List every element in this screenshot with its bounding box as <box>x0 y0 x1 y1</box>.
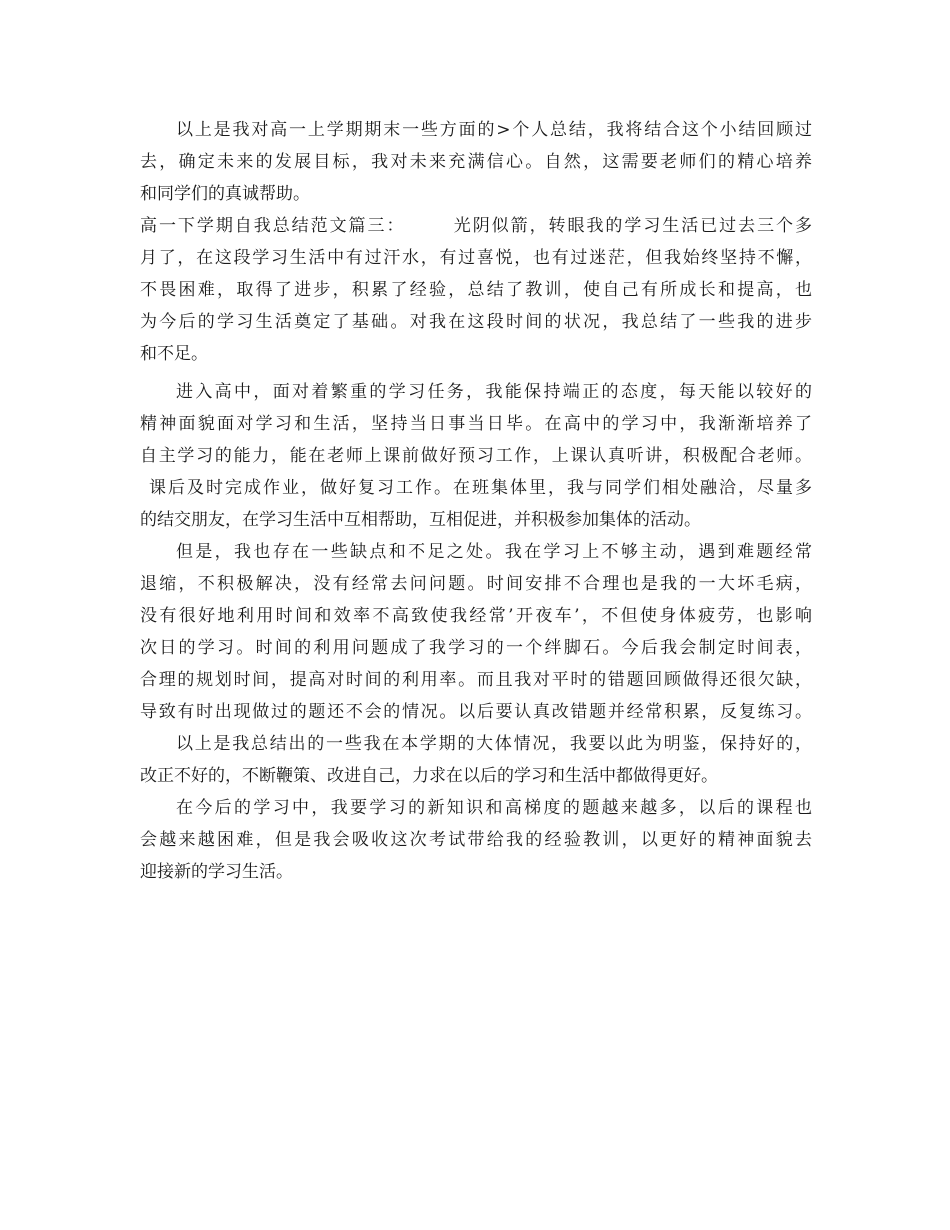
text-line: 不畏困难，取得了进步，积累了经验，总结了教训，使自己有所成长和提高，也 <box>140 280 812 300</box>
text-line: 退缩，不积极解决，没有经常去问问题。时间安排不合理也是我的一大坏毛病， <box>140 574 812 594</box>
text-line: 进入高中，面对着繁重的学习任务，我能保持端正的态度，每天能以较好的 <box>176 382 812 402</box>
text-line: 为今后的学习生活奠定了基础。对我在这段时间的状况，我总结了一些我的进步 <box>140 312 812 332</box>
text-line: 以上是我对高一上学期期末一些方面的>个人总结，我将结合这个小结回顾过 <box>176 120 812 140</box>
text-line: 迎接新的学习生活。 <box>140 862 293 882</box>
text-line: 在今后的学习中，我要学习的新知识和高梯度的题越来越多，以后的课程也 <box>176 798 812 818</box>
text-line: 和同学们的真诚帮助。 <box>140 184 310 204</box>
text-line: 次日的学习。时间的利用问题成了我学习的一个绊脚石。今后我会制定时间表， <box>140 638 812 658</box>
document-body <box>140 114 812 888</box>
text-line: 的结交朋友，在学习生活中互相帮助，互相促进，并积极参加集体的活动。 <box>140 510 701 530</box>
text-line: 合理的规划时间，提高对时间的利用率。而且我对平时的错题回顾做得还很欠缺， <box>140 670 812 690</box>
text-line: 自主学习的能力，能在老师上课前做好预习工作，上课认真听讲，积极配合老师。 <box>140 446 812 466</box>
text-line: 以上是我总结出的一些我在本学期的大体情况，我要以此为明鉴，保持好的， <box>176 734 812 754</box>
text-line: 去，确定未来的发展目标，我对未来充满信心。自然，这需要老师们的精心培养 <box>140 152 812 172</box>
text-line: 会越来越困难，但是我会吸收这次考试带给我的经验教训，以更好的精神面貌去 <box>140 830 812 850</box>
text-line: 精神面貌面对学习和生活，坚持当日事当日毕。在高中的学习中，我渐渐培养了 <box>140 414 812 434</box>
section-heading-line: 高一下学期自我总结范文篇三： 光阴似箭，转眼我的学习生活已过去三个多 <box>140 216 812 236</box>
text-line: 没有很好地利用时间和效率不高致使我经常’开夜车’，不但使身体疲劳，也影响 <box>140 606 812 626</box>
text-line: 月了，在这段学习生活中有过汗水，有过喜悦，也有过迷茫，但我始终坚持不懈， <box>140 248 812 268</box>
text-line: 和不足。 <box>140 344 208 364</box>
text-line: 导致有时出现做过的题还不会的情况。以后要认真改错题并经常积累，反复练习。 <box>140 702 812 722</box>
text-line: 改正不好的，不断鞭策、改进自己，力求在以后的学习和生活中都做得更好。 <box>140 766 718 786</box>
text-line: 但是，我也存在一些缺点和不足之处。我在学习上不够主动，遇到难题经常 <box>176 542 812 562</box>
text-line: 课后及时完成作业，做好复习工作。在班集体里，我与同学们相处融洽，尽量多 <box>149 478 812 498</box>
